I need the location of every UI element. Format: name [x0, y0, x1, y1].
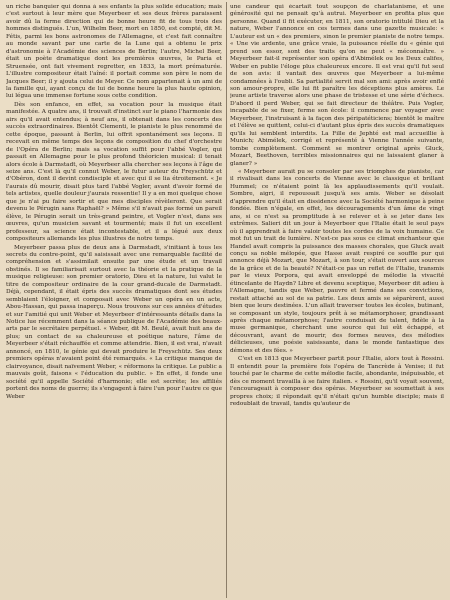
left-paragraph: un riche banquier qui donna à ses enfants la plus solide éducation; mais c'est surtout à leur mère que Meyerbeer et ses deux frères paraissent avoir dû la ferme direction qui de bonne heure fit de tous trois des hommes distingués. L'un, Wilhelm Beer, mort en 1850, est compté, dit M. Fétis, parmi les bons astronomes de l'Allemagne, et c'est fait connaître au monde savant par une carte de la Lune qui a obtenu le prix d'astronomie à l'Académie des sciences de Berlin; l'autre, Michel Beer, était un poète dramatique dont les premières œuvres, le Paria et Struensée, ont fait vivement regretter, en 1833, la mort prématurée. L'illustre compositeur était l'aîné: il portait comme son père le nom de Jacques Beer; il y ajouta celui de Meyer. Ce nom appartenait à un ami de la famille qui, ayant conçu de lui de bonne heure la plus haute opinion, lui légua une immense fortune sous cette condition. — [6, 4, 222, 100]
left-paragraph: Meyerbeer passa plus de deux ans à Darmstadt, s'initiant à tous les secrets du contre-point, qu'il saisissait avec une remarquable facilité de compréhension et s'assimilait ensuite par une étude et un travail obstinés. Il se familiarisait surtout avec la théorie et la pratique de la musique religieuse: son premier oratorio, Dieu et la nature, lui valut le titre de compositeur ordinaire de la cour grand-ducale de Darmstadt. Déjà, cependant, il était épris des succès dramatiques dont ses études semblaient l'éloigner, et composait avec Weber un opéra en un acte, Abou-Hassan, qui passa inaperçu. Nous trouvons sur ces années d'études et sur l'amitié qui unit Weber et Meyerbeer d'intéressants détails dans la Notice lue récemment dans la séance publique de l'Académie des beaux-arts par le secrétaire perpétuel. « Weber, dit M. Beulé, avait huit ans de plus; un contact de sa chaleureuse et poétique nature, l'âme de Meyerbeer s'était réchauffée et comme attendrie. Bien, il est vrai, n'avait annoncé, en 1810, le génie qui devait produire le Freyschütz. Ses deux premiers opéras n'avaient point été remarqués. « La critique manque de clairvoyance, disait naïvement Weber, « réformons la critique. Le public a mauvais goût, faisons « l'éducation du public. » En effet, il fonde une société qu'il appelle Société d'harmonie; elle est secrète; les affiliés portent des noms de guerre; ils s'engagent à faire l'un pour l'autre ce que Weber — [6, 244, 222, 400]
right-column — [230, 4, 444, 596]
column-divider — [226, 2, 227, 598]
right-paragraph: une candeur qui écartait tout soupçon de charlatanisme, et une générosité qui ne pensait qu'à autrui. Meyerbeer en profita plus que personne. Quand il fit exécuter, en 1811, son oratorio intitulé Dieu et la nature, Weber l'annonce en ces termes dans une gazette musicale: « L'auteur est un « des premiers, sinon le premier pianiste de notre temps. « Une vie ardente, une grâce vraie, la puissance réelle du « génie qui prend son essor, sont des traits qu'on ne peut « méconnaître. » Meyerbeer fait-il représenter son opéra d'Abimélek ou les Deux califes, Weber en publie l'éloge plus chaleureux encore. Il est vrai qu'il fut seul de son avis: il vantait des œuvres que Meyerbeer a lui-même condamnées à l'oubli. Sa partialité servit mal son ami: après avoir enflé son amour-propre, elle lui fit paraître les déceptions plus amères. Le jeune artiste traverse alors une phase de tristesse et une série d'échecs. D'abord il perd Weber, qui se fait directeur de théâtre. Puis Vogler, incapable de se fixer, ferme son école: il commence par voyager avec Meyerbeer, l'instruisant à la façon des péripatéticiens; bientôt le maître et l'élève se quittent, celui-ci d'autant plus épris des succès dramatiques qu'ils lui semblent interdits. La Fille de Jephté est mal accueillie à Munich; Abimélek, corrigé et représenté à Vienne l'année suivante, tombe complètement. Comment se montrer original après Gluck, Mozart, Beethoven, terribles missionnaires qui ne laissaient glaner à glaner? » — [230, 4, 444, 167]
left-column — [6, 4, 222, 596]
left-paragraph: Dès son enfance, en effet, sa vocation pour la musique était manifestée. A quatre ans, il trouvait d'instinct sur le piano l'harmonie des airs qu'il avait entendus; à neuf ans, il obtenait dans les concerts des succès extraordinaires. Bientôt Clementi, le pianiste le plus renommé de cette époque, passant à Berlin, lui offrit spontanément ses leçons. Il recevait en même temps des leçons de composition du chef d'orchestre de l'Opéra de Berlin; mais sa vocation suffit pour l'abbé Vogler, qui passait en Allemagne pour le plus profond théoricien musical: il tenait alors école à Darmstadt, où Meyerbeer alla chercher ses leçons à l'âge de seize ans. C'est là qu'il connut Weber, le futur auteur du Freyschütz et d'Obéron, dont il devint condisciple et avec qui il se lia étroitement. « Je l'aurais dû mourir, disait plus tard l'abbé Vogler, avant d'avoir formé de tels artistes, quelle douleur j'aurais ressentie! Il y a en moi quelque chose que je n'ai pu faire sortir et que mes disciples révèleront. Que serait devenu le Pérugin sans Raphaël? » Même s'il n'avait pas formé un pareil élève, le Pérugin serait un très-grand peintre, et Vogler n'est, dans ses œuvres, qu'un musicien savant et tourmenté; mais il fut un excellent professeur, sa science était incontestable, et il a légué aux deux compositeurs allemands les plus illustres de notre temps. — [6, 101, 222, 243]
right-paragraph: C'est en 1813 que Meyerbeer partit pour l'Italie, alors tout à Rossini. Il entendit pour la première fois l'opéra de Tancrède à Venise; il fut touché par le charme de cette mélodie facile, abondante, inépuisable, et dès ce moment travailla à se faire italien. « Rossini, qu'il voyait souvent, l'encourageait à composer des opéras. Meyerbeer se soumettait à ses propres choix; il répondait qu'il n'était qu'un humble disciple; mais il redoublait de travail, tandis qu'auteur de — [230, 356, 444, 408]
right-paragraph: « Meyerbeer aurait pu se consoler par ses triomphes de pianiste, car il rivalisait dans les concerts de Vienne avec le classique et brillant Hummel; ce n'étaient point là les applaudissements qu'il voulait. Sombre, aigri, il repoussait jusqu'à ses amis. Weber se désolait d'apprendre qu'il était en dissidence avec la Société harmonique à peine fondée. Bien n'égale, en effet, les découragements d'un âme de vingt ans, si ce n'est sa promptitude à se relever et à se jeter dans les extrêmes. Salieri dit un jour à Meyerbeer que l'Italie était le seul pays où il apprendrait à faire valoir toutes les cordes de la voix humaine. Ce mot fut un trait de lumière. N'est-ce pas sous ce climat enchanteur que Handel avait compris la puissance des masses chorales, que Gluck avait conçu sa noble mélopée, que Hasse avait respiré ce souffle pur qui annonce déjà Mozart, que Mozart, à son tour, s'était ouvert aux sources de la grâce et de la beauté? N'était-ce pas un reflet de l'Italie, transmis par le vieux Porpora, qui avait enveloppé de mélodie la vivacité étincelante de Haydn? Libre et devenu sceptique, Meyerbeer dit adieu à l'Allemagne, tandis que Weber, pauvre et fermé dans ses convictions, restait attaché au sol de sa patrie. Les deux amis se séparèrent, aussi bien que leurs destinées. L'un allait traverser toutes les écoles, butinant, se composant un style, toujours prêt à se métamorphoser, grandissant après chaque métamorphose; l'autre conduisait de talent, fidèle à la muse germanique, cherchant une source qui lui eût échappé, et découvrant, avant de mourir, des formes neuves, des mélodies délicieuses, une poésie saisissante, dans le monde fantastique des démons et des fées. » — [230, 168, 444, 354]
